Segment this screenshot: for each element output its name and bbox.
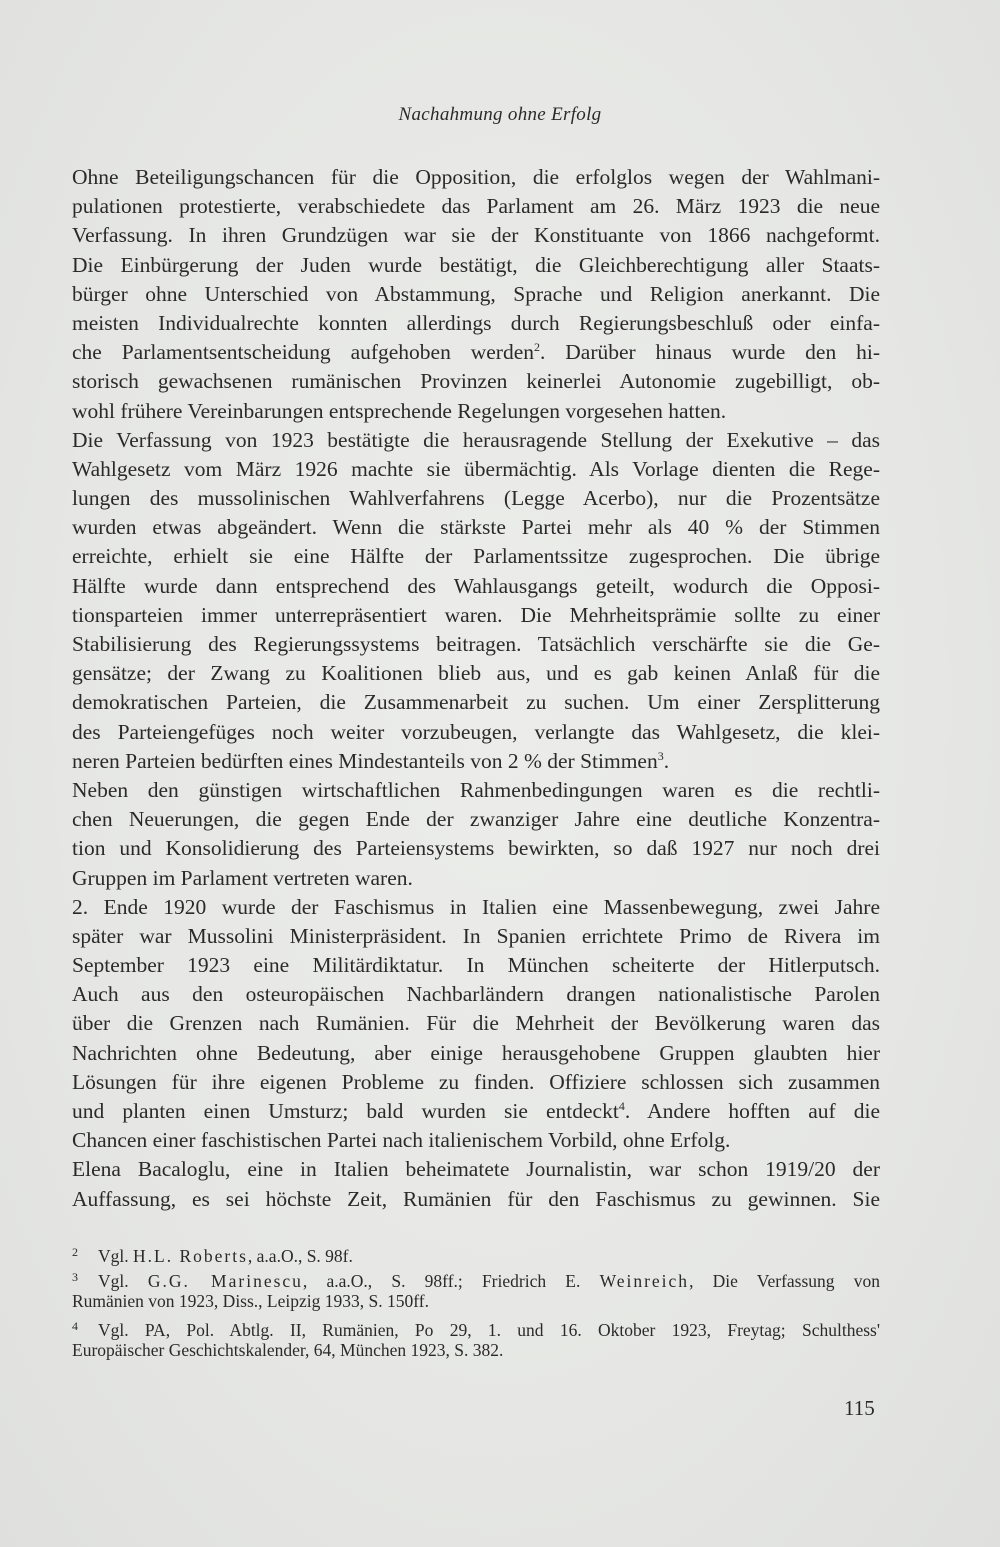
text-fragment: neren Parteien bedürften eines Mindestanteils von 2 % der Stimmen xyxy=(72,748,658,773)
footnote-continuation: Rumänien von 1923, Diss., Leipzig 1933, S. 150ff. xyxy=(72,1291,429,1311)
text-line: des Parteiengefüges noch weiter vorzubeugen, verlangte das Wahlgesetz, die klei- xyxy=(72,719,880,744)
text-line: Chancen einer faschistischen Partei nach italienischem Vorbild, ohne Erfolg. xyxy=(72,1128,731,1153)
text-line: meisten Individualrechte konnten allerdings durch Regierungsbeschluß oder einfa- xyxy=(72,310,880,335)
text-fragment: und planten einen Umsturz; bald wurden sie entdeckt xyxy=(72,1099,619,1123)
footnote-text: Vgl. xyxy=(98,1246,133,1266)
text-line: Wahlgesetz vom März 1926 machte sie übermächtig. Als Vorlage dienten die Rege- xyxy=(72,456,880,481)
footnote-number: 4 xyxy=(72,1318,78,1333)
text-line: Ohne Beteiligungschancen für die Opposition, die erfolglos wegen der Wahlmani- xyxy=(72,165,880,189)
footnote-ref: 3 xyxy=(657,748,664,763)
text-line: demokratischen Parteien, die Zusammenarbeit zu suchen. Um einer Zersplitterung xyxy=(72,690,880,715)
text-fragment: . Andere hofften auf die xyxy=(624,1099,880,1123)
text-line: Neben den günstigen wirtschaftlichen Rahmenbedingungen waren es die rechtli- xyxy=(72,777,880,802)
running-head: Nachahmung ohne Erfolg xyxy=(398,104,602,125)
text-line: Nachrichten ohne Bedeutung, aber einige herausgehobene Gruppen glaubten hier xyxy=(72,1040,880,1065)
text-line: September 1923 eine Militärdiktatur. In München scheiterte der Hitlerputsch. xyxy=(72,953,880,978)
text-line: Die Verfassung von 1923 bestätigte die herausragende Stellung der Exekutive – das xyxy=(72,427,880,452)
text-fragment: . xyxy=(663,748,670,773)
text-fragment: che Parlamentsentscheidung aufgehoben werden xyxy=(72,340,534,365)
text-line: Hälfte wurde dann entsprechend des Wahlausgangs geteilt, wodurch die Opposi- xyxy=(72,573,880,598)
footnote-text: Vgl. xyxy=(98,1270,148,1291)
footnote-text: , a.a.O., S. 98ff.; Friedrich E. xyxy=(302,1270,600,1291)
footnote-author: Weinreich xyxy=(599,1270,690,1291)
footnote-number: 2 xyxy=(72,1245,78,1259)
text-line: chen Neuerungen, die gegen Ende der zwanziger Jahre eine deutliche Konzentra- xyxy=(72,807,880,832)
text-line xyxy=(72,338,880,367)
footnote-ref: 2 xyxy=(534,339,540,354)
footnote-author: G.G. Marinescu xyxy=(147,1270,303,1291)
text-line: Auch aus den osteuropäischen Nachbarländern drangen nationalistische Parolen xyxy=(72,982,880,1007)
text-line: lungen des mussolinischen Wahlverfahrens (Legge Acerbo), nur die Prozentsätze xyxy=(72,486,880,511)
text-line: bürger ohne Unterschied von Abstammung, Sprache und Religion anerkannt. Die xyxy=(72,281,880,306)
text-line: Gruppen im Parlament vertreten waren. xyxy=(72,865,413,890)
text-line: tionsparteien immer unterrepräsentiert waren. Die Mehrheitsprämie sollte zu einer xyxy=(72,602,880,627)
text-line: erreichte, erhielt sie eine Hälfte der Parlamentssitze zugesprochen. Die übrige xyxy=(72,544,880,569)
text-line: Lösungen für ihre eigenen Probleme zu finden. Offiziere schlossen sich zusammen xyxy=(72,1069,880,1094)
text-line xyxy=(72,1097,880,1126)
text-line: Verfassung. In ihren Grundzügen war sie der Konstituante von 1866 nachgeformt. xyxy=(72,223,880,248)
text-line: Elena Bacaloglu, eine in Italien beheimatete Journalistin, war schon 1919/20 der xyxy=(72,1157,880,1182)
text-line: über die Grenzen nach Rumänien. Für die Mehrheit der Bevölkerung waren das xyxy=(72,1011,880,1036)
footnote xyxy=(72,1265,880,1290)
text-line: gensätze; der Zwang zu Koalitionen blieb aus, und es gab keinen Anlaß für die xyxy=(72,661,880,686)
text-line: Stabilisierung des Regierungssystems beitragen. Tatsächlich verschärfte sie die Ge- xyxy=(72,632,880,656)
text-line: später war Mussolini Ministerpräsident. In Spanien errichtete Primo de Rivera im xyxy=(72,923,880,948)
text-fragment: . Darüber hinaus wurde den hi- xyxy=(540,340,880,365)
footnote-continuation: Europäischer Geschichtskalender, 64, München 1923, S. 382. xyxy=(72,1340,504,1360)
text-line: 2. Ende 1920 wurde der Faschismus in Italien eine Massenbewegung, zwei Jahre xyxy=(72,894,880,919)
text-line: wohl frühere Vereinbarungen entsprechende Regelungen vorgesehen hatten. xyxy=(72,398,727,423)
footnote-text: , Die Verfassung von xyxy=(689,1270,880,1291)
footnote xyxy=(72,1314,880,1339)
footnote-text: , a.a.O., S. 98f. xyxy=(247,1246,353,1266)
text-line xyxy=(72,747,880,776)
text-line: Die Einbürgerung der Juden wurde bestätigt, die Gleichberechtigung aller Staats- xyxy=(72,252,880,277)
footnote-ref: 4 xyxy=(618,1098,625,1113)
footnote-author: H.L. Roberts xyxy=(133,1246,248,1266)
body-text xyxy=(72,163,880,1214)
text-line: pulationen protestierte, verabschiedete das Parlament am 26. März 1923 die neue xyxy=(72,194,880,219)
footnotes xyxy=(72,1240,880,1363)
text-line: storisch gewachsenen rumänischen Provinzen keinerlei Autonomie zugebilligt, ob- xyxy=(72,369,880,394)
footnote-text: Vgl. PA, Pol. Abtlg. II, Rumänien, Po 29, 1. und 16. Oktober 1923, Freytag; Schulthess' xyxy=(98,1319,880,1340)
footnote-number: 3 xyxy=(72,1269,78,1284)
page-number: 115 xyxy=(844,1396,875,1420)
text-line: Auffassung, es sei höchste Zeit, Rumänien für den Faschismus zu gewinnen. Sie xyxy=(72,1186,880,1211)
text-line: tion und Konsolidierung des Parteiensystems bewirkten, so daß 1927 nur noch drei xyxy=(72,836,880,861)
text-line: wurden etwas abgeändert. Wenn die stärkste Partei mehr als 40 % der Stimmen xyxy=(72,515,880,540)
footnote xyxy=(72,1240,880,1265)
